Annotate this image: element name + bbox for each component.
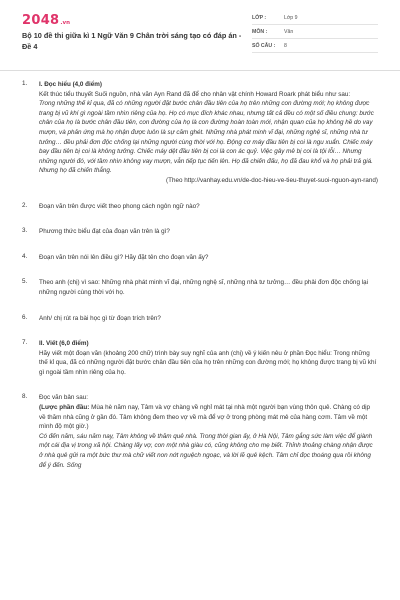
logo-text: 2048 [22, 13, 60, 28]
section-title: II. Viết (6,0 điểm) [39, 340, 89, 348]
document-title: Bộ 10 đề thi giữa kì 1 Ngữ Văn 9 Chân trời sáng tạo có đáp án - Đề 4 [22, 31, 242, 51]
question-text: Đoạn văn trên nói lên điều gì? Hãy đặt tên cho đoạn văn ấy? [39, 253, 209, 261]
meta-value: 8 [284, 42, 287, 49]
question-intro: Kết thúc tiểu thuyết Suối nguồn, nhà văn Ayn Rand đã để cho nhân vật chính Howard Roark phát biểu như sau: [39, 90, 351, 98]
question-body [39, 339, 378, 377]
question-item [22, 202, 378, 212]
header-divider [0, 70, 400, 71]
question-number: 3. [22, 227, 28, 235]
question-text: Hãy viết một đoạn văn (khoảng 200 chữ) trình bày suy nghĩ của anh (chị) về ý kiến nêu ở phần Đọc hiểu: Trong những thế kỉ qua, đã có những người đặt bước chân đầu tiên của họ trên những con đường mới; họ không được trang bị vũ khí gì ngoài tầm nhìn riêng của họ. [39, 349, 377, 376]
question-body [39, 253, 378, 263]
passage-summary [39, 403, 378, 432]
meta-row-class [252, 11, 378, 25]
page-header [0, 0, 400, 70]
question-number: 6. [22, 313, 28, 321]
question-body [39, 314, 378, 324]
question-item [22, 253, 378, 263]
question-body [39, 278, 378, 297]
question-number: 5. [22, 278, 28, 286]
question-item [22, 314, 378, 324]
question-item [22, 278, 378, 297]
question-number: 1. [22, 80, 28, 87]
question-body [39, 227, 378, 237]
summary-text: Mùa hè năm nay, Tâm và vợ chàng về nghỉ mát tại nhà một người bạn vùng thôn quê. Chàng có dịp về thăm nhà cũng ở gần đó. Tâm không đem theo vợ về mà để vợ ở trong phòng mát mẻ của hàng cơm. Tâm về một mình độ một giờ.) [39, 404, 371, 431]
meta-value: Lớp 9 [284, 14, 298, 21]
meta-label: MÔN : [252, 28, 268, 35]
question-text: Anh/ chị rút ra bài học gì từ đoạn trích trên? [39, 314, 161, 322]
question-body [39, 202, 378, 212]
question-item [22, 80, 378, 186]
reading-passage: Trong những thế kỉ qua, đã có những người đặt bước chân đầu tiên của họ trên những con đường mới; họ không được trang bị vũ khí gì ngoài tầm nhìn riêng của họ. Họ có mục đích khác nhau, nhưng tất cả đều có một số điều chung: bước chân của họ là bước chân đầu tiên, con đường của họ là con đường hoàn toàn mới, nhận quan của họ không hề do vay mượn, và phản ứng mà họ nhận được luôn là sự căm ghét. Những nhà phát minh vĩ đại, những nghệ sĩ, những nhà tư tưởng… đều phải đơn độc chống lại những người cùng thời với họ. Động cơ máy đầu tiên bị coi là ngu xuẩn. Chiếc máy bay đầu tiên bị coi là không tưởng. Chiếc máy dệt đầu tiên bị coi là con ác quỷ. Việc gây mê bị coi là tội lỗi… Nhưng những người đó, với tầm nhìn không vay mượn, vẫn tiếp tục tiến lên. Họ đã chiến đấu, họ đã đau khổ và họ phải trả giá. Nhưng họ đã chiến thắng. [39, 100, 374, 175]
section-title: I. Đọc hiểu (4,0 điểm) [39, 81, 102, 88]
logo-domain: .vn [60, 20, 70, 26]
question-item [22, 393, 378, 470]
question-body [39, 393, 378, 470]
question-item [22, 339, 378, 377]
question-item [22, 227, 378, 237]
meta-row-subject [252, 25, 378, 39]
question-body [39, 80, 378, 186]
question-number: 2. [22, 201, 28, 209]
question-text: Theo anh (chị) vì sao: Những nhà phát minh vĩ đại, những nghệ sĩ, những nhà tư tưởng… đều phải đơn độc chống lại những người cùng thời với họ. [39, 279, 368, 296]
meta-label: LỚP : [252, 14, 267, 21]
meta-label: SỐ CÂU : [252, 42, 276, 49]
question-number: 4. [22, 252, 28, 260]
question-text: Phương thức biểu đạt của đoạn văn trên là gì? [39, 228, 170, 236]
meta-value: Văn [284, 28, 294, 35]
question-number: 8. [22, 393, 28, 401]
question-list [22, 80, 378, 470]
question-text: Đọc văn bản sau: [39, 394, 89, 402]
document-meta [252, 11, 378, 53]
passage-source: (Theo http://vanhay.edu.vn/de-doc-hieu-ve-tieu-thuyet-suoi-nguon-ayn-rand) [166, 176, 378, 184]
site-logo[interactable] [22, 13, 70, 28]
reading-passage: Có đến năm, sáu năm nay, Tâm không về thăm quê nhà. Trong thời gian ấy, ở Hà Nội, Tâm gắng sức làm việc để giành một cái địa vị trong xã hội. Chàng lấy vợ, con một nhà giàu có, cũng không cho mẹ biết. Thỉnh thoảng chàng nhận được ở nhà quê gửi ra một bức thư mà chữ viết non nớt nguệch ngoạc, và lời lẽ quê kệch. Tâm chỉ đọc thoáng qua rồi không để ý đến. Sống [39, 432, 373, 469]
summary-label: (Lược phần đầu: [39, 404, 90, 412]
meta-row-count [252, 39, 378, 53]
question-number: 7. [22, 339, 28, 347]
question-text: Đoạn văn trên được viết theo phong cách ngôn ngữ nào? [39, 202, 200, 210]
